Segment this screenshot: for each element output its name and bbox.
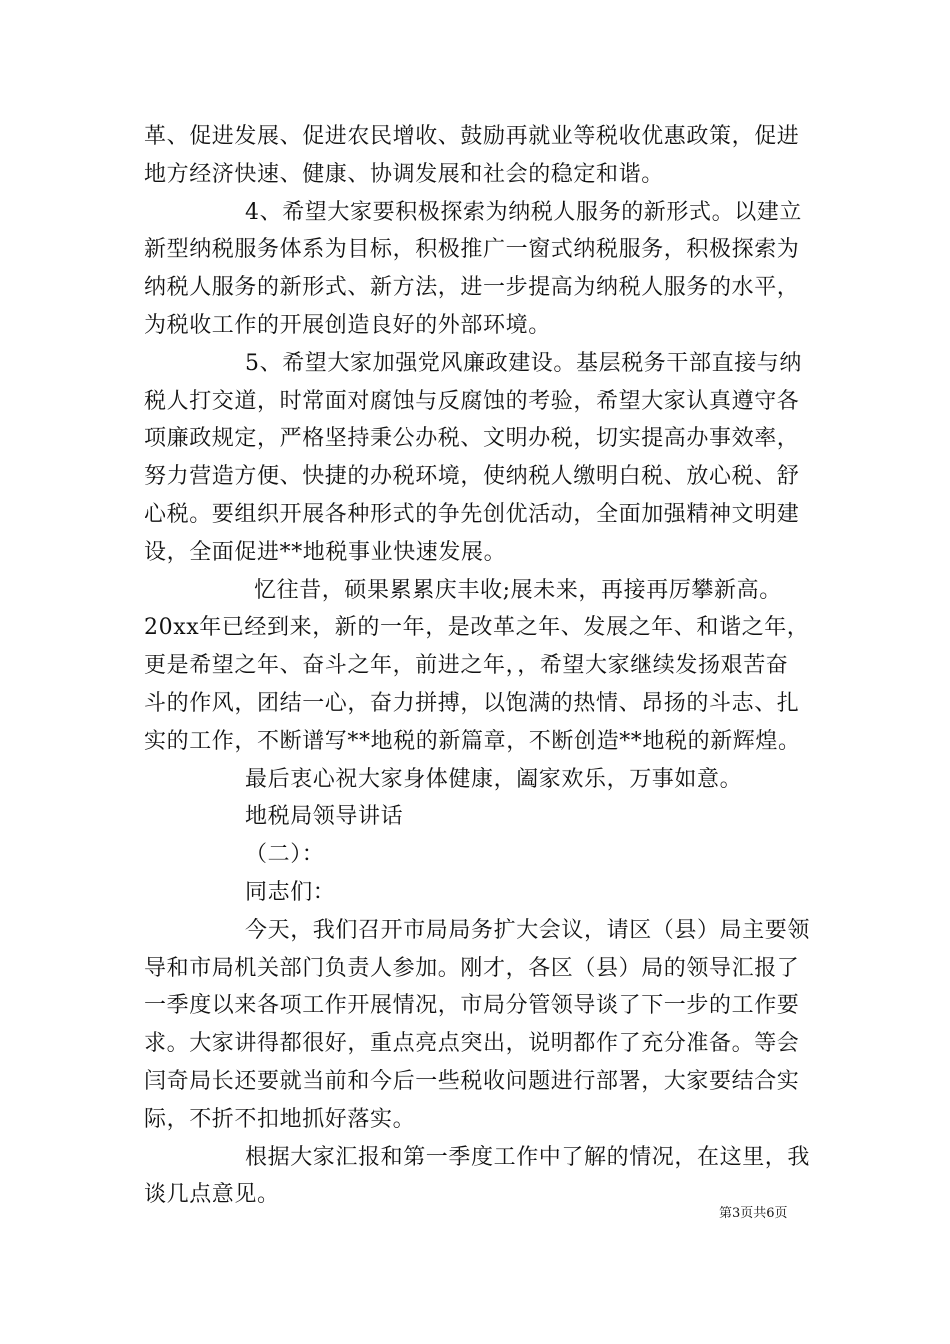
text-line: （二）： [245,842,325,868]
text-line: 根据大家汇报和第一季度工作中了解的情况，在这里，我 [245,1144,811,1170]
text-line: 斗的作风，团结一心，奋力拼搏，以饱满的热情、昂扬的斗志、扎 [144,690,800,716]
section-subtitle [144,836,824,874]
text-line: 实的工作，不断谱写**地税的新篇章，不断创造**地税的新辉煌。 [144,728,801,754]
text-line: 一季度以来各项工作开展情况，市局分管领导谈了下一步的工作要 [144,993,800,1019]
text-line: 努力营造方便、快捷的办税环境，使纳税人缴明白税、放心税、舒 [144,464,800,490]
text-line: 地方经济快速、健康、协调发展和社会的稳定和谐。 [144,161,664,187]
text-line: 谈几点意见。 [144,1182,280,1208]
text-line: 求。大家讲得都很好，重点亮点突出，说明都作了充分准备。等会 [144,1031,800,1057]
page-number: 第3页共6页 [719,1206,788,1221]
text-line: 同志们： [245,879,336,905]
text-line: 设，全面促进**地税事业快速发展。 [144,539,507,565]
paragraph [144,345,824,572]
section-title [144,798,824,836]
paragraph [144,1139,824,1215]
text-line: 20xx年已经到来，新的一年，是改革之年、发展之年、和谐之年， [144,615,810,641]
text-line: 忆往昔，硕果累累庆丰收;展未来，再接再厉攀新高。 [254,577,782,603]
text-line: 新型纳税服务体系为目标，积极推广一窗式纳税服务，积极探索为 [144,237,800,263]
paragraph [144,194,824,345]
text-line: 导和市局机关部门负责人参加。刚才，各区（县）局的领导汇报了 [144,955,800,981]
text-line: 地税局领导讲话 [245,804,404,830]
text-line: 革、促进发展、促进农民增收、鼓励再就业等税收优惠政策，促进 [144,124,800,149]
paragraph [144,761,824,799]
paragraph [144,118,824,194]
text-line: 4、希望大家要积极探索为纳税人服务的新形式。以建立 [245,199,802,225]
text-line: 今天，我们召开市局局务扩大会议，请区（县）局主要领 [245,917,811,943]
document-body [144,118,824,1214]
text-line: 5、希望大家加强党风廉政建设。基层税务干部直接与纳 [245,350,802,376]
text-line: 最后衷心祝大家身体健康，阖家欢乐，万事如意。 [245,766,743,792]
text-line: 项廉政规定，严格坚持秉公办税、文明办税，切实提高办事效率， [144,426,800,452]
text-line: 为税收工作的开展创造良好的外部环境。 [144,312,551,338]
paragraph [144,572,824,761]
salutation [144,874,824,912]
text-line: 心税。要组织开展各种形式的争先创优活动，全面加强精神文明建 [144,501,800,527]
text-line: 更是希望之年、奋斗之年，前进之年，，希望大家继续发扬艰苦奋 [144,653,789,679]
text-line: 纳税人服务的新形式、新方法，进一步提高为纳税人服务的水平， [144,275,800,301]
paragraph [144,912,824,1139]
text-line: 税人打交道，时常面对腐蚀与反腐蚀的考验，希望大家认真遵守各 [144,388,800,414]
text-line: 闫奇局长还要就当前和今后一些税收问题进行部署，大家要结合实 [144,1068,800,1094]
text-line: 际，不折不扣地抓好落实。 [144,1106,416,1132]
